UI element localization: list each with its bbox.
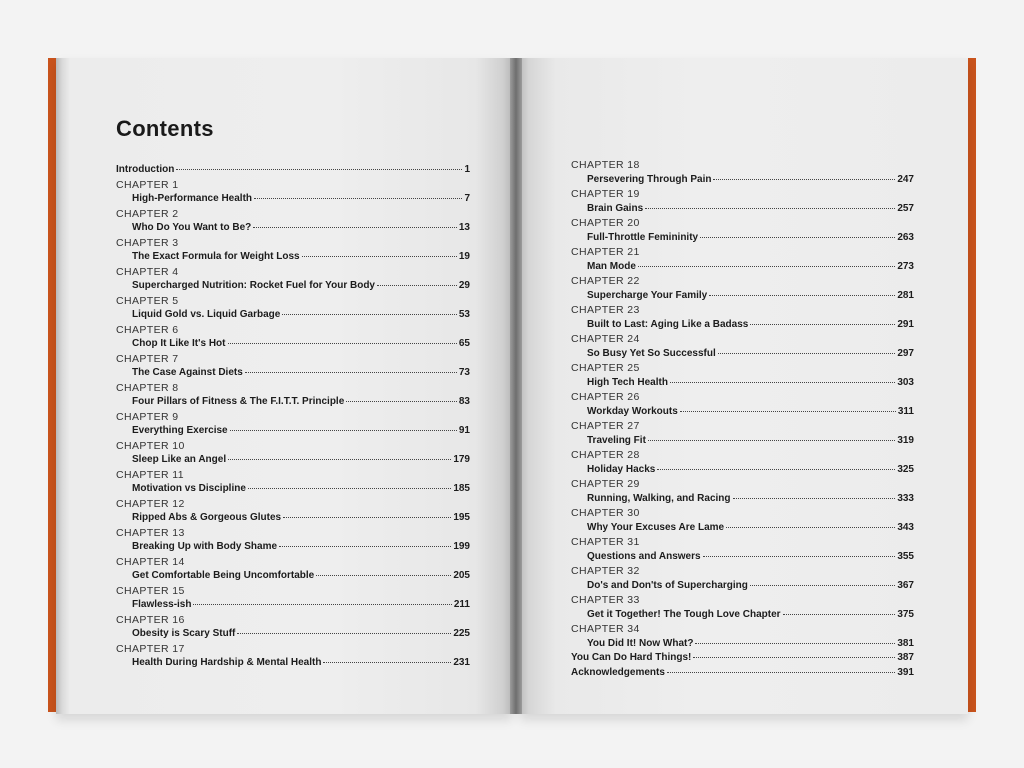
toc-entry-title: The Case Against Diets [132,367,243,378]
toc-page-number: 1 [464,164,470,175]
leader-dots [253,227,457,228]
toc-entry-introduction [116,163,470,178]
chapter-label: CHAPTER 11 [116,468,184,481]
toc-entry [571,347,914,362]
leader-dots [645,208,895,209]
toc-page-number: 291 [897,318,914,330]
toc-entry [116,424,470,439]
toc-entry [116,540,470,555]
toc-entry-title: Acknowledgements [571,666,665,678]
toc-entry [116,627,470,642]
leader-dots [346,401,457,402]
leader-dots [228,459,451,460]
toc-entry-title: Holiday Hacks [587,463,656,475]
chapter-label: CHAPTER 20 [571,217,640,229]
toc-entry-title: Questions and Answers [587,550,701,562]
toc-entry-title: Chop It Like It's Hot [132,338,226,349]
toc-entry-title: Breaking Up with Body Shame [132,541,278,552]
toc-left-column [116,163,470,671]
chapter-label: CHAPTER 21 [571,246,640,258]
toc-entry [116,337,470,352]
toc-entry [116,482,470,497]
toc-entry-title: Get Comfortable Being Uncomfortable [132,570,315,581]
toc-entry [116,598,470,613]
toc-page-number: 387 [897,652,914,663]
toc-page-number: 355 [897,550,914,562]
leader-dots [750,585,895,586]
chapter-label: CHAPTER 18 [571,159,640,171]
chapter-label: CHAPTER 33 [571,594,640,606]
toc-page-number: 303 [897,376,914,388]
leader-dots [245,372,457,373]
toc-page-number: 199 [453,541,470,552]
toc-entry [571,521,914,536]
chapter-label: CHAPTER 34 [571,623,640,635]
leader-dots [254,198,462,199]
toc-entry [116,395,470,410]
toc-page-number: 19 [458,251,470,262]
leader-dots [377,285,457,286]
toc-entry-closing [571,651,914,666]
toc-entry-title: Brain Gains [587,202,644,214]
chapter-label: CHAPTER 24 [571,333,640,345]
toc-entry-title: Liquid Gold vs. Liquid Garbage [132,309,281,320]
chapter-label: CHAPTER 29 [571,478,640,490]
toc-entry [571,637,914,652]
leader-dots [700,237,895,238]
toc-page-number: 319 [897,434,914,446]
toc-entry-title: Full-Throttle Femininity [587,231,699,243]
leader-dots [709,295,895,296]
chapter-label: CHAPTER 14 [116,555,185,568]
toc-entry-title: Health During Hardship & Mental Health [132,657,322,668]
chapter-label: CHAPTER 26 [571,391,640,403]
leader-dots [316,575,451,576]
toc-right-closing [571,651,914,680]
chapter-label: CHAPTER 30 [571,507,640,519]
toc-page-number: 53 [458,309,470,320]
leader-dots [283,517,451,518]
toc-page-number: 91 [458,425,470,436]
toc-entry-title: Introduction [116,164,175,175]
toc-entry [116,250,470,265]
toc-entry-title: You Did It! Now What? [587,637,694,649]
leader-dots [279,546,451,547]
toc-entry [571,289,914,304]
toc-page-number: 391 [897,666,914,678]
toc-page-number: 29 [458,280,470,291]
chapter-label: CHAPTER 32 [571,565,640,577]
toc-entry [571,231,914,246]
toc-entry-title: Workday Workouts [587,405,678,417]
toc-page-number: 73 [458,367,470,378]
toc-entry-title: Sleep Like an Angel [132,454,227,465]
chapter-label: CHAPTER 22 [571,275,640,287]
leader-dots [718,353,896,354]
toc-entry-title: Get it Together! The Tough Love Chapter [587,608,781,620]
chapter-label: CHAPTER 6 [116,323,179,336]
chapter-label: CHAPTER 9 [116,410,179,423]
book-gutter [510,58,522,714]
chapter-label: CHAPTER 8 [116,381,179,394]
chapter-label: CHAPTER 4 [116,265,179,278]
leader-dots [638,266,895,267]
toc-entry [116,656,470,671]
leader-dots [670,382,895,383]
toc-page-number: 185 [453,483,470,494]
chapter-label: CHAPTER 2 [116,207,179,220]
leader-dots [783,614,896,615]
leader-dots [648,440,895,441]
toc-page-number: 367 [897,579,914,591]
toc-entry [116,308,470,323]
toc-entry-title: Man Mode [587,260,636,272]
toc-entry [571,376,914,391]
toc-page-number: 7 [464,193,470,204]
chapter-label: CHAPTER 7 [116,352,179,365]
toc-entry [116,511,470,526]
toc-entry [116,192,470,207]
toc-entry-title: Obesity is Scary Stuff [132,628,236,639]
chapter-label: CHAPTER 17 [116,642,185,655]
toc-entry-title: Four Pillars of Fitness & The F.I.T.T. Principle [132,396,345,407]
chapter-label: CHAPTER 10 [116,439,185,452]
leader-dots [302,256,457,257]
contents-title: Contents [116,116,214,141]
toc-page-number: 257 [897,202,914,214]
leader-dots [323,662,451,663]
leader-dots [282,314,457,315]
toc-entry [571,318,914,333]
toc-page-number: 225 [453,628,470,639]
toc-entry [571,260,914,275]
toc-page-number: 325 [897,463,914,475]
toc-right-column [571,158,914,680]
toc-page-number: 375 [897,608,914,620]
chapter-label: CHAPTER 19 [571,188,640,200]
toc-page-number: 297 [897,347,914,359]
toc-page-number: 179 [453,454,470,465]
toc-entry [571,550,914,565]
toc-entry [116,569,470,584]
toc-page-number: 13 [458,222,470,233]
leader-dots [667,672,895,673]
toc-entry-title: Why Your Excuses Are Lame [587,521,725,533]
toc-entry-title: So Busy Yet So Successful [587,347,716,359]
leader-dots [703,556,896,557]
toc-page-number: 263 [897,231,914,243]
leader-dots [726,527,895,528]
toc-entry-title: Built to Last: Aging Like a Badass [587,318,749,330]
toc-page-number: 333 [897,492,914,504]
toc-page-number: 83 [458,396,470,407]
toc-entry [116,221,470,236]
leader-dots [680,411,896,412]
leader-dots [750,324,895,325]
toc-entry-title: Ripped Abs & Gorgeous Glutes [132,512,282,523]
leader-dots [237,633,451,634]
leader-dots [228,343,457,344]
chapter-label: CHAPTER 25 [571,362,640,374]
leader-dots [248,488,451,489]
toc-entry-title: Everything Exercise [132,425,228,436]
toc-entry [571,405,914,420]
toc-entry-closing [571,666,914,681]
chapter-label: CHAPTER 15 [116,584,185,597]
toc-entry-title: Supercharge Your Family [587,289,708,301]
leader-dots [733,498,896,499]
chapter-label: CHAPTER 16 [116,613,185,626]
toc-page-number: 205 [453,570,470,581]
leader-dots [657,469,895,470]
chapter-label: CHAPTER 5 [116,294,179,307]
leader-dots [230,430,457,431]
toc-entry-title: High-Performance Health [132,193,253,204]
toc-entry [571,202,914,217]
chapter-label: CHAPTER 3 [116,236,179,249]
toc-page-number: 65 [458,338,470,349]
toc-entry-title: Supercharged Nutrition: Rocket Fuel for Your Body [132,280,375,291]
toc-page-number: 381 [897,637,914,649]
toc-entry [116,279,470,294]
toc-entry [116,366,470,381]
leader-dots [193,604,451,605]
toc-entry-title: Persevering Through Pain [587,173,712,185]
chapter-label: CHAPTER 31 [571,536,640,548]
toc-page-number: 311 [897,405,914,417]
chapter-label: CHAPTER 23 [571,304,640,316]
toc-entry-title: High Tech Health [587,376,668,388]
chapter-label: CHAPTER 13 [116,526,185,539]
toc-entry [571,463,914,478]
toc-entry-title: Who Do You Want to Be? [132,222,252,233]
chapter-label: CHAPTER 28 [571,449,640,461]
toc-entry [116,453,470,468]
chapter-label: CHAPTER 27 [571,420,640,432]
toc-right-chapters [571,158,914,651]
toc-entry-title: The Exact Formula for Weight Loss [132,251,300,262]
toc-entry-title: Motivation vs Discipline [132,483,246,494]
leader-dots [176,169,462,170]
toc-entry [571,492,914,507]
toc-entry [571,608,914,623]
toc-entry [571,434,914,449]
toc-entry-title: Traveling Fit [587,434,646,446]
toc-entry-title: Flawless-ish [132,599,192,610]
toc-entry [571,579,914,594]
toc-page-number: 247 [897,173,914,185]
toc-page-number: 281 [897,289,914,301]
toc-page-number: 195 [453,512,470,523]
toc-entry-title: You Can Do Hard Things! [571,652,692,663]
leader-dots [693,657,895,658]
toc-page-number: 231 [453,657,470,668]
toc-page-number: 343 [897,521,914,533]
toc-page-number: 273 [897,260,914,272]
toc-left-chapters [116,178,470,671]
toc-entry-title: Do's and Don'ts of Supercharging [587,579,748,591]
toc-entry-title: Running, Walking, and Racing [587,492,731,504]
chapter-label: CHAPTER 12 [116,497,185,510]
toc-page-number: 211 [453,599,470,610]
leader-dots [695,643,895,644]
toc-entry [571,173,914,188]
chapter-label: CHAPTER 1 [116,178,179,191]
leader-dots [713,179,895,180]
